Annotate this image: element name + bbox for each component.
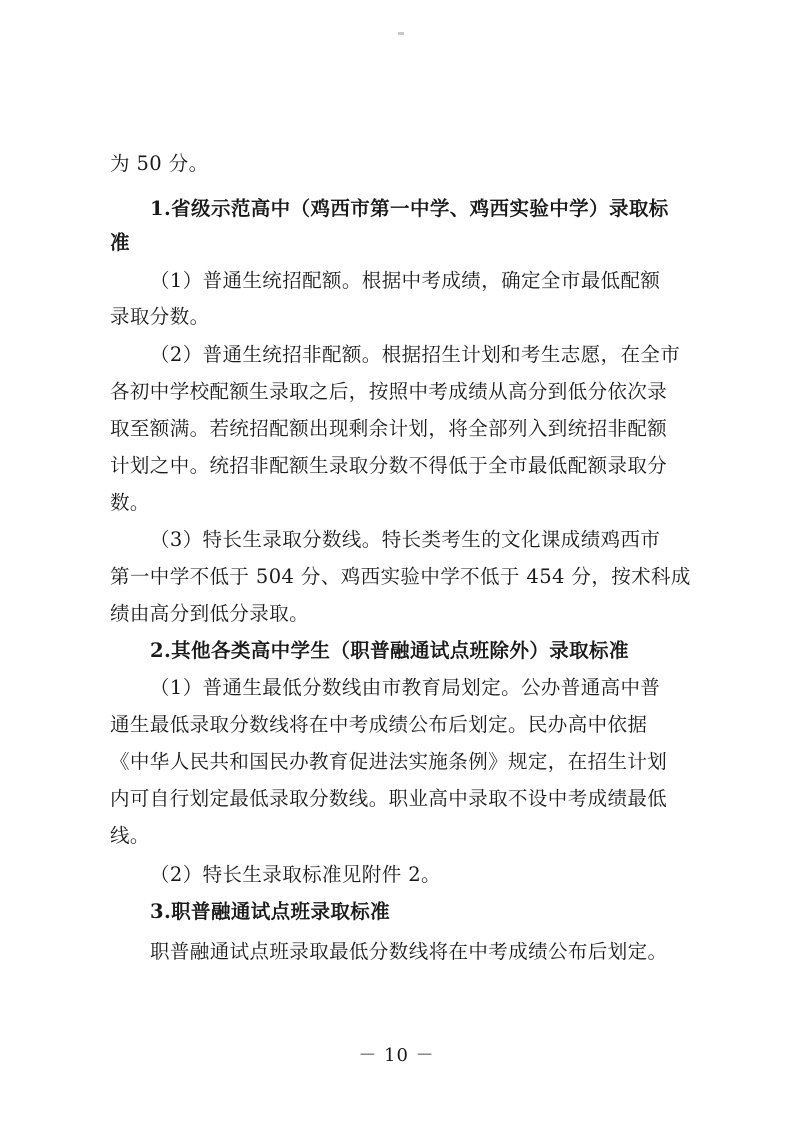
- paragraph-2-line-1: （2）普通生统招非配额。根据招生计划和考生志愿，在全市: [150, 343, 681, 366]
- page-number: － 10 －: [358, 1045, 435, 1066]
- paragraph-2-line-4: 计划之中。统招非配额生录取分数不得低于全市最低配额录取分: [110, 454, 668, 477]
- paragraph-1-line-1: （1）普通生统招配额。根据中考成绩，确定全市最低配额: [150, 269, 661, 292]
- paragraph-2-line-3: 取至额满。若统招配额出现剩余计划，将全部列入到统招非配额: [110, 417, 668, 440]
- paragraph-6-line-1: 职普融通试点班录取最低分数线将在中考成绩公布后划定。: [150, 940, 668, 963]
- text-line-1: 为 50 分。: [110, 152, 209, 175]
- paragraph-2-line-5: 数。: [110, 491, 150, 514]
- section-heading-1-continued: 准: [110, 231, 130, 254]
- paragraph-3-line-1: （3）特长生录取分数线。特长类考生的文化课成绩鸡西市: [150, 528, 661, 551]
- paragraph-4-line-1: （1）普通生最低分数线由市教育局划定。公办普通高中普: [150, 676, 661, 699]
- paragraph-1-line-2: 录取分数。: [110, 305, 210, 328]
- section-heading-3: 3.职普融通试点班录取标准: [150, 900, 391, 923]
- scan-artifact: [398, 32, 404, 35]
- paragraph-3-line-3: 绩由高分到低分录取。: [110, 602, 310, 625]
- paragraph-4-line-5: 线。: [110, 824, 150, 847]
- paragraph-4-line-2: 通生最低录取分数线将在中考成绩公布后划定。民办高中依据: [110, 713, 648, 736]
- paragraph-4-line-3: 《中华人民共和国民办教育促进法实施条例》规定，在招生计划: [110, 750, 668, 773]
- section-heading-1: 1.省级示范高中（鸡西市第一中学、鸡西实验中学）录取标: [150, 197, 669, 220]
- paragraph-5-line-1: （2）特长生录取标准见附件 2。: [150, 863, 441, 886]
- paragraph-2-line-2: 各初中学校配额生录取之后，按照中考成绩从高分到低分依次录: [110, 380, 668, 403]
- section-heading-2: 2.其他各类高中学生（职普融通试点班除外）录取标准: [150, 639, 629, 662]
- paragraph-3-line-2: 第一中学不低于 504 分、鸡西实验中学不低于 454 分，按术科成: [110, 565, 691, 588]
- paragraph-4-line-4: 内可自行划定最低录取分数线。职业高中录取不设中考成绩最低: [110, 787, 668, 810]
